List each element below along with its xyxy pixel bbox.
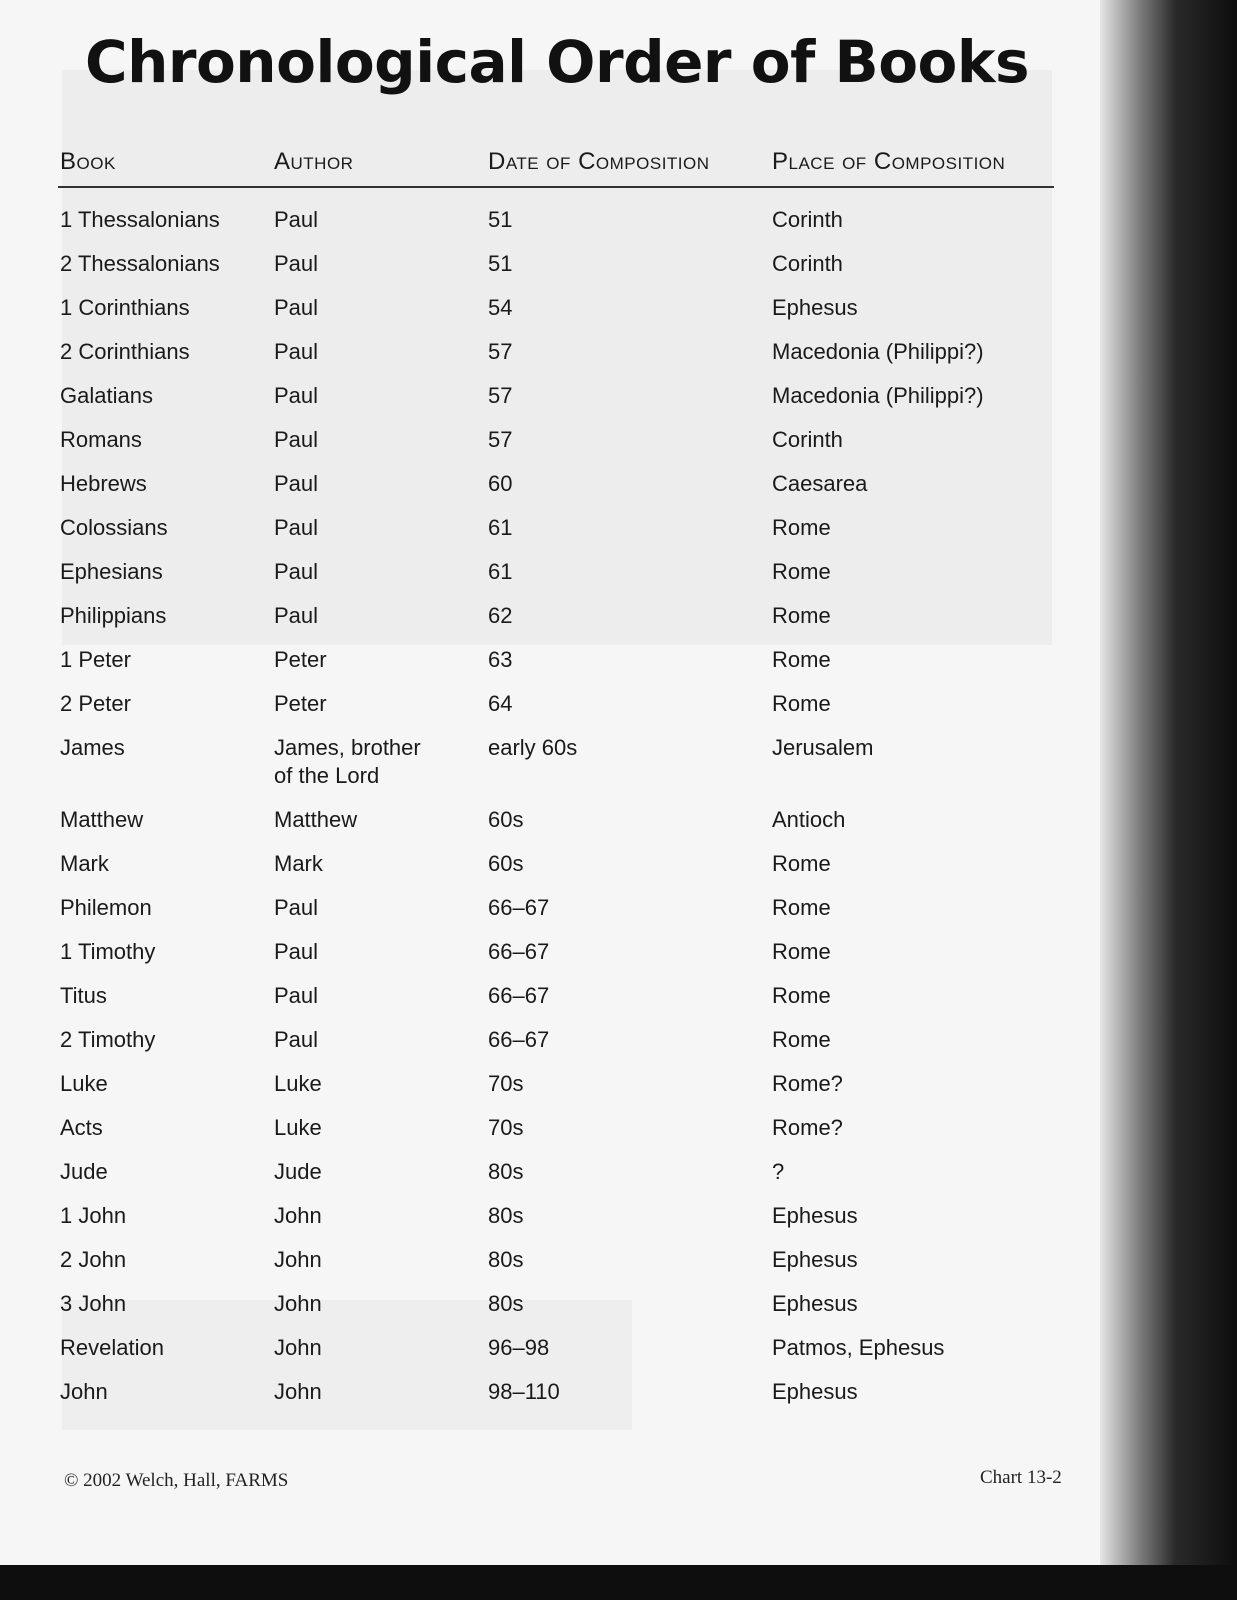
book-cell: James [60, 735, 125, 760]
column-header-author: Author [274, 148, 354, 175]
place-cell: Rome [772, 895, 831, 920]
table-row [0, 1284, 1100, 1328]
book-cell: Acts [60, 1115, 103, 1140]
date-cell: 62 [488, 603, 513, 628]
place-cell: Rome [772, 559, 831, 584]
table-row [0, 464, 1100, 508]
author-cell: James, brother of the Lord [274, 735, 421, 788]
book-cell: Mark [60, 851, 109, 876]
author-cell: John [274, 1247, 322, 1272]
column-header-place: Place of Composition [772, 148, 1006, 175]
date-cell: 61 [488, 515, 513, 540]
book-cell: 2 John [60, 1247, 127, 1272]
author-cell: Jude [274, 1159, 322, 1184]
table-row [0, 376, 1100, 420]
book-cell: 2 Thessalonians [60, 251, 220, 276]
book-cell: Philippians [60, 603, 167, 628]
binding-shadow [1100, 0, 1237, 1600]
place-cell: Corinth [772, 207, 843, 232]
copyright-notice: © 2002 Welch, Hall, FARMS [64, 1470, 289, 1491]
place-cell: Rome [772, 983, 831, 1008]
place-cell: Corinth [772, 427, 843, 452]
date-cell: 66–67 [488, 1027, 550, 1052]
book-cell: Revelation [60, 1335, 164, 1360]
table-row [0, 1372, 1100, 1416]
table-row [0, 1196, 1100, 1240]
book-cell: Romans [60, 427, 142, 452]
date-cell: 60s [488, 807, 524, 832]
table-row [0, 200, 1100, 244]
table-header [0, 148, 1100, 188]
date-cell: 57 [488, 383, 513, 408]
place-cell: Jerusalem [772, 735, 874, 760]
date-cell: 64 [488, 691, 513, 716]
date-cell: 66–67 [488, 983, 550, 1008]
author-cell: John [274, 1335, 322, 1360]
table-row [0, 332, 1100, 376]
table-row [0, 1020, 1100, 1064]
place-cell: Rome [772, 647, 831, 672]
table-row [0, 508, 1100, 552]
place-cell: Rome [772, 1027, 831, 1052]
date-cell: 96–98 [488, 1335, 550, 1360]
table-row [0, 888, 1100, 932]
book-cell: 2 Peter [60, 691, 131, 716]
book-cell: Matthew [60, 807, 144, 832]
date-cell: 63 [488, 647, 513, 672]
author-cell: Paul [274, 1027, 319, 1052]
place-cell: Corinth [772, 251, 843, 276]
books-table [0, 200, 1100, 1416]
book-cell: 2 Corinthians [60, 339, 190, 364]
author-cell: Luke [274, 1071, 322, 1096]
book-cell: Luke [60, 1071, 108, 1096]
book-cell: Philemon [60, 895, 152, 920]
author-cell: Paul [274, 559, 319, 584]
author-cell: John [274, 1203, 322, 1228]
author-cell: Luke [274, 1115, 322, 1140]
place-cell: Ephesus [772, 1291, 858, 1316]
place-cell: Ephesus [772, 1247, 858, 1272]
column-header-date: Date of Composition [488, 148, 710, 175]
table-row [0, 800, 1100, 844]
table-row [0, 1240, 1100, 1284]
book-cell: 1 Timothy [60, 939, 156, 964]
book-cell: Jude [60, 1159, 108, 1184]
author-cell: Paul [274, 251, 319, 276]
place-cell: Rome? [772, 1115, 843, 1140]
book-cell: Ephesians [60, 559, 163, 584]
place-cell: Rome? [772, 1071, 843, 1096]
date-cell: 80s [488, 1247, 524, 1272]
table-row [0, 420, 1100, 464]
table-row [0, 640, 1100, 684]
date-cell: 80s [488, 1159, 524, 1184]
book-cell: Hebrews [60, 471, 147, 496]
book-cell: Colossians [60, 515, 168, 540]
place-cell: Rome [772, 691, 831, 716]
author-cell: Paul [274, 207, 319, 232]
book-cell: John [60, 1379, 108, 1404]
table-row [0, 288, 1100, 332]
book-cell: 1 John [60, 1203, 127, 1228]
date-cell: 80s [488, 1203, 524, 1228]
date-cell: 60 [488, 471, 513, 496]
author-cell: Paul [274, 383, 319, 408]
column-header-book: Book [60, 148, 116, 175]
author-cell: Peter [274, 691, 327, 716]
date-cell: early 60s [488, 735, 578, 760]
author-cell: Paul [274, 895, 319, 920]
chart-label: Chart 13-2 [980, 1467, 1062, 1488]
date-cell: 98–110 [488, 1379, 560, 1404]
scan-edge [0, 1565, 1237, 1600]
table-row [0, 976, 1100, 1020]
table-row [0, 1064, 1100, 1108]
table-row [0, 728, 1100, 800]
table-row [0, 1108, 1100, 1152]
place-cell: Antioch [772, 807, 846, 832]
author-cell: Peter [274, 647, 327, 672]
author-cell: Paul [274, 939, 319, 964]
author-cell: Paul [274, 471, 319, 496]
place-cell: Ephesus [772, 1379, 858, 1404]
book-cell: 2 Timothy [60, 1027, 156, 1052]
place-cell: Patmos, Ephesus [772, 1335, 945, 1360]
header-rule [58, 186, 1054, 188]
page-title: Chronological Order of Books [85, 28, 1029, 96]
author-cell: Paul [274, 983, 319, 1008]
author-cell: Paul [274, 427, 319, 452]
place-cell: Ephesus [772, 295, 858, 320]
table-row [0, 932, 1100, 976]
author-cell: John [274, 1291, 322, 1316]
place-cell: Rome [772, 851, 831, 876]
date-cell: 70s [488, 1115, 524, 1140]
place-cell: Macedonia (Philippi?) [772, 383, 984, 408]
author-cell: Mark [274, 851, 323, 876]
date-cell: 80s [488, 1291, 524, 1316]
place-cell: Rome [772, 515, 831, 540]
book-cell: 1 Peter [60, 647, 131, 672]
date-cell: 61 [488, 559, 513, 584]
date-cell: 66–67 [488, 895, 550, 920]
date-cell: 57 [488, 339, 513, 364]
table-row [0, 1328, 1100, 1372]
book-cell: 1 Corinthians [60, 295, 190, 320]
author-cell: Paul [274, 339, 319, 364]
date-cell: 51 [488, 207, 513, 232]
date-cell: 54 [488, 295, 513, 320]
place-cell: Macedonia (Philippi?) [772, 339, 984, 364]
author-cell: Paul [274, 295, 319, 320]
author-cell: Paul [274, 603, 319, 628]
book-cell: 1 Thessalonians [60, 207, 220, 232]
table-row [0, 552, 1100, 596]
place-cell: Rome [772, 939, 831, 964]
table-row [0, 1152, 1100, 1196]
place-cell: ? [772, 1159, 785, 1184]
table-row [0, 684, 1100, 728]
table-row [0, 244, 1100, 288]
date-cell: 51 [488, 251, 513, 276]
book-cell: Titus [60, 983, 107, 1008]
author-cell: Paul [274, 515, 319, 540]
author-cell: Matthew [274, 807, 358, 832]
date-cell: 60s [488, 851, 524, 876]
place-cell: Ephesus [772, 1203, 858, 1228]
table-row [0, 596, 1100, 640]
book-cell: 3 John [60, 1291, 127, 1316]
date-cell: 57 [488, 427, 513, 452]
book-cell: Galatians [60, 383, 153, 408]
table-row [0, 844, 1100, 888]
date-cell: 66–67 [488, 939, 550, 964]
author-cell: John [274, 1379, 322, 1404]
place-cell: Caesarea [772, 471, 868, 496]
date-cell: 70s [488, 1071, 524, 1096]
place-cell: Rome [772, 603, 831, 628]
